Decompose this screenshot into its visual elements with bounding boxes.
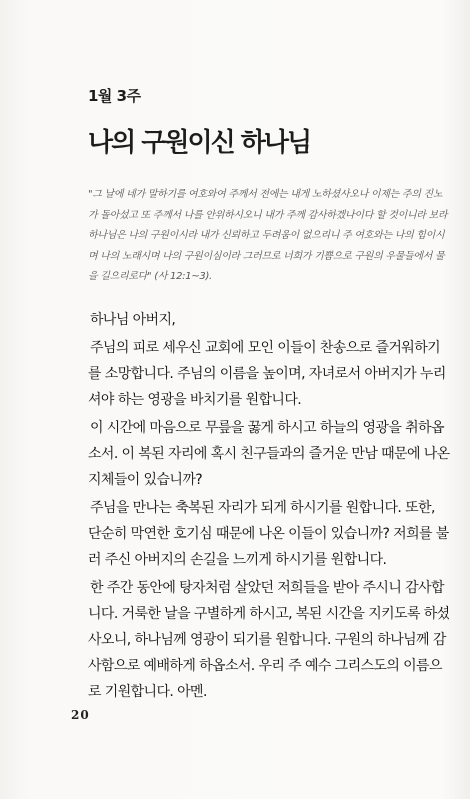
page-title: 나의 구원이신 하나님 xyxy=(88,128,311,158)
prayer-paragraph: 이 시간에 마음으로 무릎을 꿇게 하시고 하늘의 영광을 취하옵소서. 이 복된 자리에 혹시 친구들과의 즐거운 만남 때문에 나온 지체들이 있습니까? xyxy=(88,420,450,488)
prayer-body xyxy=(88,307,450,705)
prayer-paragraph: 주님의 피로 세우신 교회에 모인 이들이 찬송으로 즐거워하기를 소망합니다. 주님의 이름을 높이며, 자녀로서 아버지가 누리셔야 하는 영광을 바치기를 원합니다. xyxy=(88,340,446,408)
prayer-paragraph: 한 주간 동안에 탕자처럼 살았던 저희들을 받아 주시니 감사합니다. 거룩한 날을 구별하게 하시고, 복된 시간을 지키도록 하셨사오니, 하나님께 영광이 되기를 원합니다. 구원의 하나님께 감사함으로 예배하게 하옵소서. 우리 주 예수 그리스도의 이름으로 기원합니다. 아멘. xyxy=(88,580,450,700)
prayer-paragraph: 하나님 아버지, xyxy=(90,312,176,328)
scripture-quote: "그 날에 네가 말하기를 여호와여 주께서 전에는 내게 노하셨사오나 이제는 주의 진노가 돌아섰고 또 주께서 나를 안위하시오니 내가 주께 감사하겠나이다 할 것이니라 보라 하나님은 나의 구원이시라 내가 신뢰하고 두려움이 없으리니 주 여호와는 나의 힘이시며 나의 노래시며 나의 구원이심이라 그러므로 너희가 기쁨으로 구원의 우물들에서 물을 길으리로다" (사 12:1~3). xyxy=(88,189,448,282)
week-label: 1월 3주 xyxy=(88,87,141,105)
page-number: 20 xyxy=(71,708,90,722)
prayer-paragraph: 주님을 만나는 축복된 자리가 되게 하시기를 원합니다. 또한, 단순히 막연한 호기심 때문에 나온 이들이 있습니까? 저희를 불러 주신 아버지의 손길을 느끼게 하시기를 원합니다. xyxy=(88,500,449,568)
